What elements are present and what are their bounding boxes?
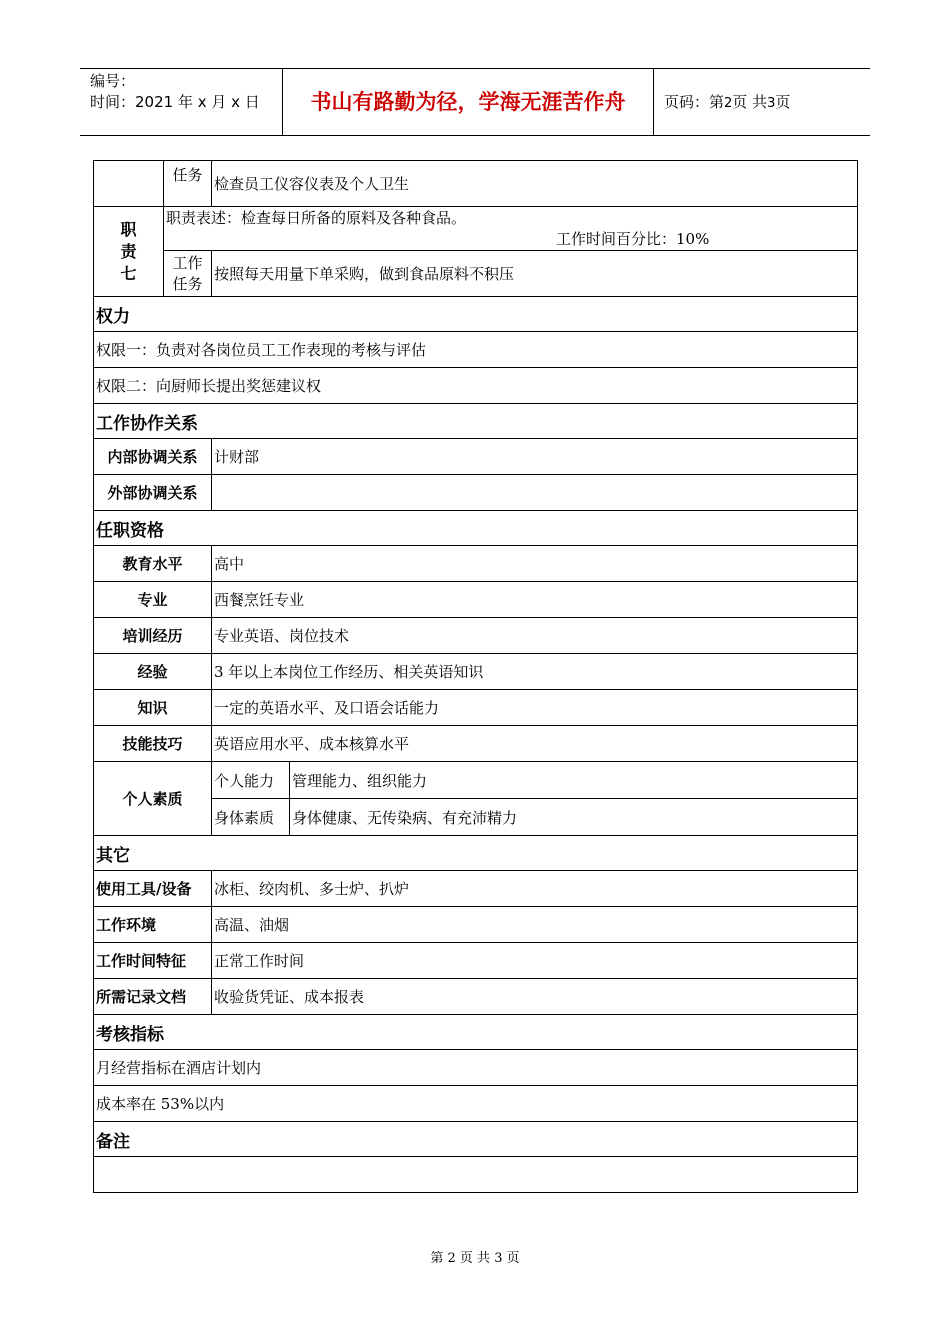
other-label: 工作环境 xyxy=(94,907,212,943)
power-item: 权限二：向厨师长提出奖惩建议权 xyxy=(94,368,858,404)
qualification-label: 教育水平 xyxy=(94,546,212,582)
qualification-row xyxy=(94,654,858,690)
task-label: 任务 xyxy=(164,161,212,207)
qualification-row xyxy=(94,582,858,618)
duty7-task-row xyxy=(94,251,858,297)
section-title-assessment: 考核指标 xyxy=(94,1015,858,1050)
qualification-label: 培训经历 xyxy=(94,618,212,654)
page-header xyxy=(80,68,870,136)
section-remarks xyxy=(94,1122,858,1157)
personal-sub-value: 管理能力、组织能力 xyxy=(290,762,858,799)
qualification-row xyxy=(94,726,858,762)
header-meta xyxy=(90,71,280,113)
internal-relations-label: 内部协调关系 xyxy=(94,439,212,475)
external-relations-label: 外部协调关系 xyxy=(94,475,212,511)
personal-sub-value: 身体健康、无传染病、有充沛精力 xyxy=(290,799,858,836)
other-label: 使用工具/设备 xyxy=(94,871,212,907)
task-value: 检查员工仪容仪表及个人卫生 xyxy=(212,161,858,207)
qualification-label: 技能技巧 xyxy=(94,726,212,762)
qualification-row xyxy=(94,618,858,654)
section-other xyxy=(94,836,858,871)
personal-quality-label: 个人素质 xyxy=(94,762,212,836)
external-relations-value xyxy=(212,475,858,511)
section-title-relations: 工作协作关系 xyxy=(94,404,858,439)
personal-sub-label: 个人能力 xyxy=(212,762,290,799)
qualification-value: 英语应用水平、成本核算水平 xyxy=(212,726,858,762)
power-row-2 xyxy=(94,368,858,404)
external-relations-row xyxy=(94,475,858,511)
power-item: 权限一：负责对各岗位员工工作表现的考核与评估 xyxy=(94,332,858,368)
duty7-label: 职 责 七 xyxy=(94,207,164,297)
duty7-desc-row xyxy=(94,207,858,251)
section-title-remarks: 备注 xyxy=(94,1122,858,1157)
duty7-task-value: 按照每天用量下单采购，做到食品原料不积压 xyxy=(212,251,858,297)
internal-relations-row xyxy=(94,439,858,475)
other-row xyxy=(94,871,858,907)
assessment-row-2 xyxy=(94,1086,858,1122)
section-title-other: 其它 xyxy=(94,836,858,871)
power-row-1 xyxy=(94,332,858,368)
other-value: 高温、油烟 xyxy=(212,907,858,943)
other-row xyxy=(94,907,858,943)
prev-duty-label-cell xyxy=(94,161,164,207)
other-label: 所需记录文档 xyxy=(94,979,212,1015)
section-title-power: 权力 xyxy=(94,297,858,332)
header-page-number: 页码：第2页 共3页 xyxy=(664,93,791,111)
remarks-value xyxy=(94,1157,858,1193)
duty7-task-label: 工作任务 xyxy=(164,251,212,297)
assessment-item: 月经营指标在酒店计划内 xyxy=(94,1050,858,1086)
qualification-row xyxy=(94,690,858,726)
section-relations xyxy=(94,404,858,439)
section-qualifications xyxy=(94,511,858,546)
prev-duty-task-row xyxy=(94,161,858,207)
duty7-description: 职责表述：检查每日所备的原料及各种食品。 工作时间百分比：10% xyxy=(164,207,858,251)
other-row xyxy=(94,979,858,1015)
header-motto: 书山有路勤为径，学海无涯苦作舟 xyxy=(282,69,654,135)
remarks-row xyxy=(94,1157,858,1193)
other-value: 收验货凭证、成本报表 xyxy=(212,979,858,1015)
qualification-value: 专业英语、岗位技术 xyxy=(212,618,858,654)
other-label: 工作时间特征 xyxy=(94,943,212,979)
qualification-label: 知识 xyxy=(94,690,212,726)
qualification-value: 高中 xyxy=(212,546,858,582)
section-assessment xyxy=(94,1015,858,1050)
assessment-row-1 xyxy=(94,1050,858,1086)
page-footer: 第 2 页 共 3 页 xyxy=(430,1251,520,1266)
qualification-label: 专业 xyxy=(94,582,212,618)
qualification-value: 西餐烹饪专业 xyxy=(212,582,858,618)
qualification-row xyxy=(94,546,858,582)
document-time: 时间：2021 年 x 月 x 日 xyxy=(90,93,260,111)
section-power xyxy=(94,297,858,332)
assessment-item: 成本率在 53%以内 xyxy=(94,1086,858,1122)
qualification-value: 3 年以上本岗位工作经历、相关英语知识 xyxy=(212,654,858,690)
other-value: 冰柜、绞肉机、多士炉、扒炉 xyxy=(212,871,858,907)
qualification-value: 一定的英语水平、及口语会话能力 xyxy=(212,690,858,726)
other-value: 正常工作时间 xyxy=(212,943,858,979)
job-description-table xyxy=(93,160,858,1193)
internal-relations-value: 计财部 xyxy=(212,439,858,475)
other-row xyxy=(94,943,858,979)
document-number: 编号： xyxy=(90,72,136,90)
section-title-qualifications: 任职资格 xyxy=(94,511,858,546)
personal-sub-label: 身体素质 xyxy=(212,799,290,836)
personal-quality-row-1 xyxy=(94,762,858,799)
qualification-label: 经验 xyxy=(94,654,212,690)
